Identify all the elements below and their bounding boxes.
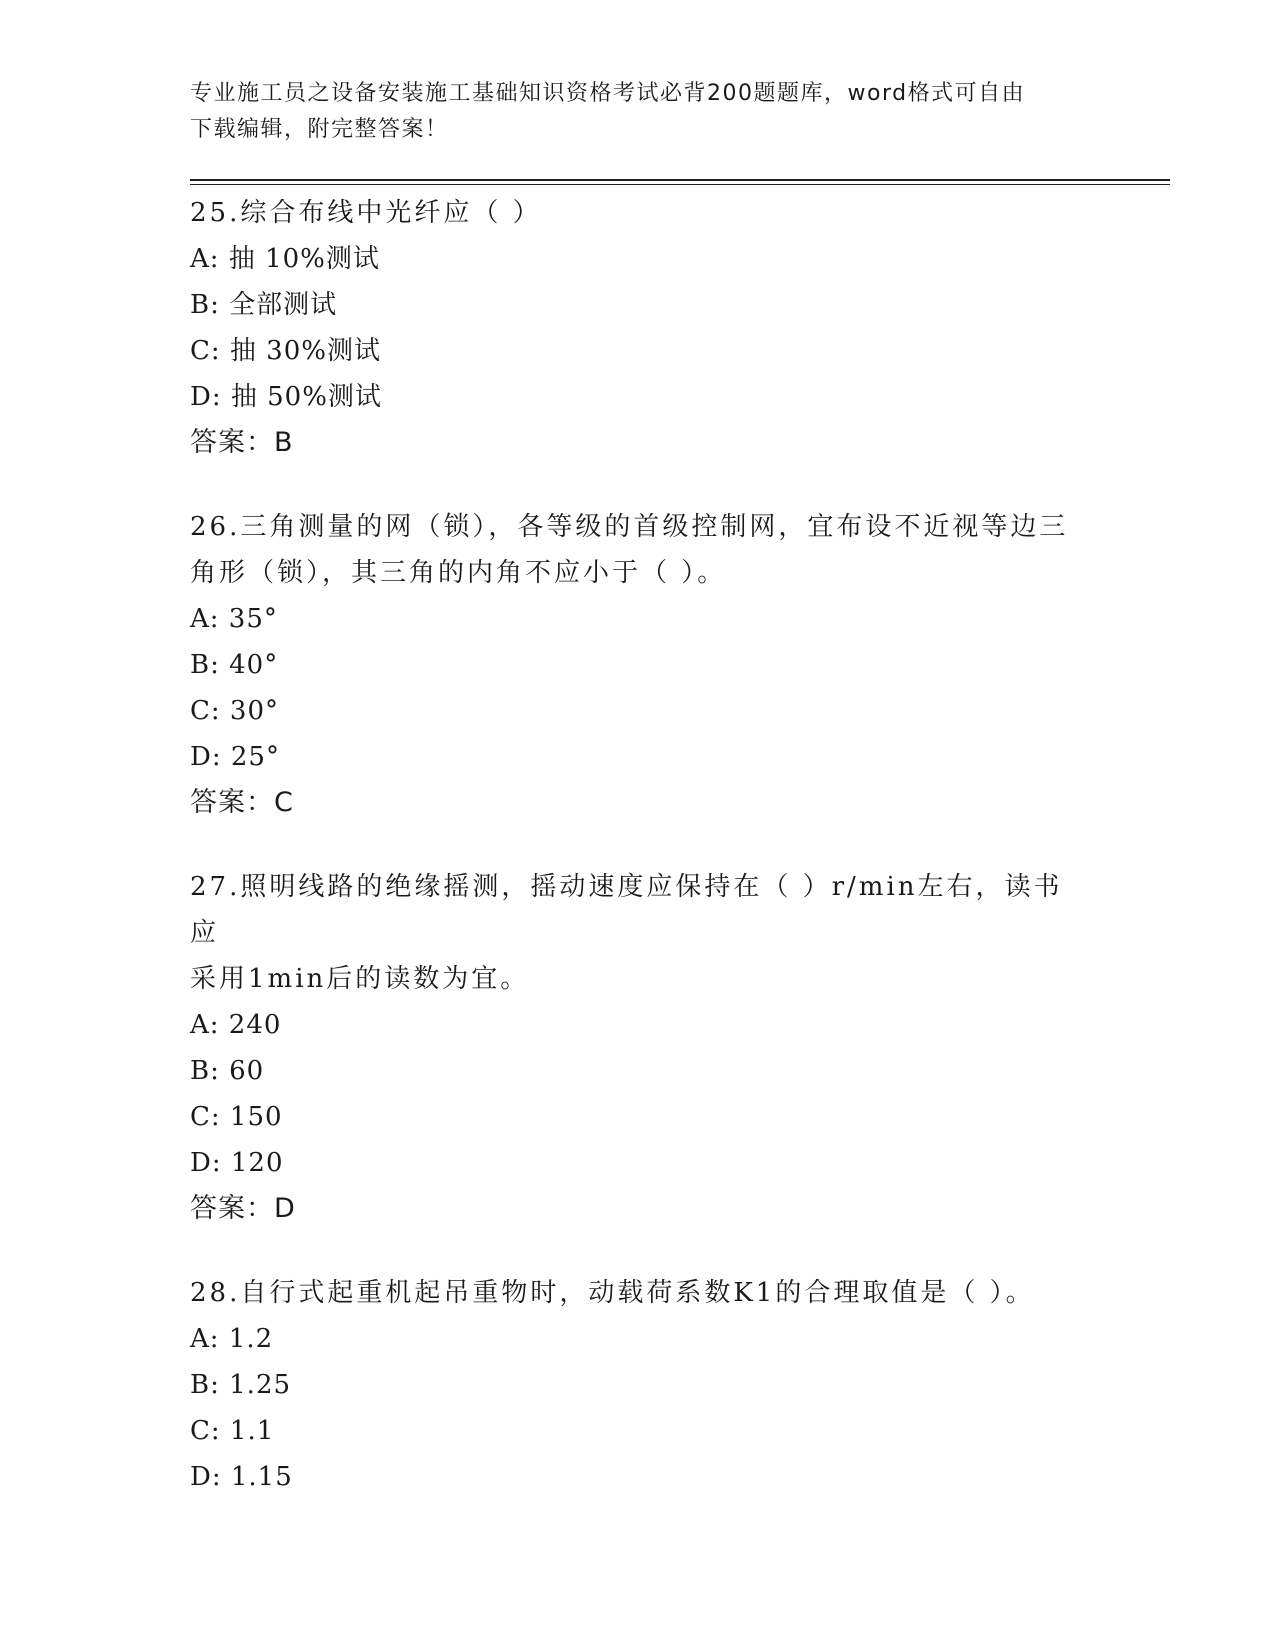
option-a: A: 1.2 bbox=[190, 1324, 274, 1354]
question-25 bbox=[190, 190, 1090, 466]
option-d: D: 1.15 bbox=[190, 1462, 293, 1492]
answer-key: 答案：D bbox=[190, 1193, 296, 1224]
header-divider-thick bbox=[190, 179, 1170, 181]
question-26 bbox=[190, 504, 1090, 826]
option-d: D: 120 bbox=[190, 1148, 284, 1178]
question-stem-continued: 角形（锁），其三角的内角不应小于（ ）。 bbox=[190, 558, 727, 588]
option-b: B: 60 bbox=[190, 1056, 265, 1086]
option-c: C: 抽 30%测试 bbox=[190, 336, 381, 366]
option-b: B: 全部测试 bbox=[190, 290, 338, 320]
answer-key: 答案：C bbox=[190, 787, 294, 818]
question-stem: 26.三角测量的网（锁），各等级的首级控制网，宜布设不近视等边三 bbox=[190, 512, 1069, 542]
option-c: C: 30° bbox=[190, 696, 280, 726]
question-28 bbox=[190, 1270, 1090, 1500]
option-d: D: 25° bbox=[190, 742, 280, 772]
answer-key: 答案：B bbox=[190, 427, 294, 458]
question-list bbox=[190, 190, 1090, 1538]
option-a: A: 抽 10%测试 bbox=[190, 244, 380, 274]
question-27 bbox=[190, 864, 1090, 1232]
option-b: B: 40° bbox=[190, 650, 279, 680]
document-header bbox=[190, 76, 1090, 148]
question-stem: 25.综合布线中光纤应（ ） bbox=[190, 198, 542, 228]
header-divider-thin bbox=[190, 184, 1170, 185]
header-line-1: 专业施工员之设备安装施工基础知识资格考试必背200题题库，word格式可自由 bbox=[190, 81, 1026, 106]
option-b: B: 1.25 bbox=[190, 1370, 292, 1400]
option-a: A: 240 bbox=[190, 1010, 282, 1040]
question-stem: 28.自行式起重机起吊重物时，动载荷系数K1的合理取值是（ ）。 bbox=[190, 1278, 1035, 1308]
option-d: D: 抽 50%测试 bbox=[190, 382, 382, 412]
header-line-2: 下载编辑，附完整答案！ bbox=[190, 117, 449, 142]
question-stem: 27.照明线路的绝缘摇测，摇动速度应保持在（ ）r/min左右，读书应 bbox=[190, 872, 1063, 948]
question-stem-continued: 采用1min后的读数为宜。 bbox=[190, 964, 530, 994]
option-c: C: 150 bbox=[190, 1102, 283, 1132]
option-a: A: 35° bbox=[190, 604, 278, 634]
option-c: C: 1.1 bbox=[190, 1416, 275, 1446]
